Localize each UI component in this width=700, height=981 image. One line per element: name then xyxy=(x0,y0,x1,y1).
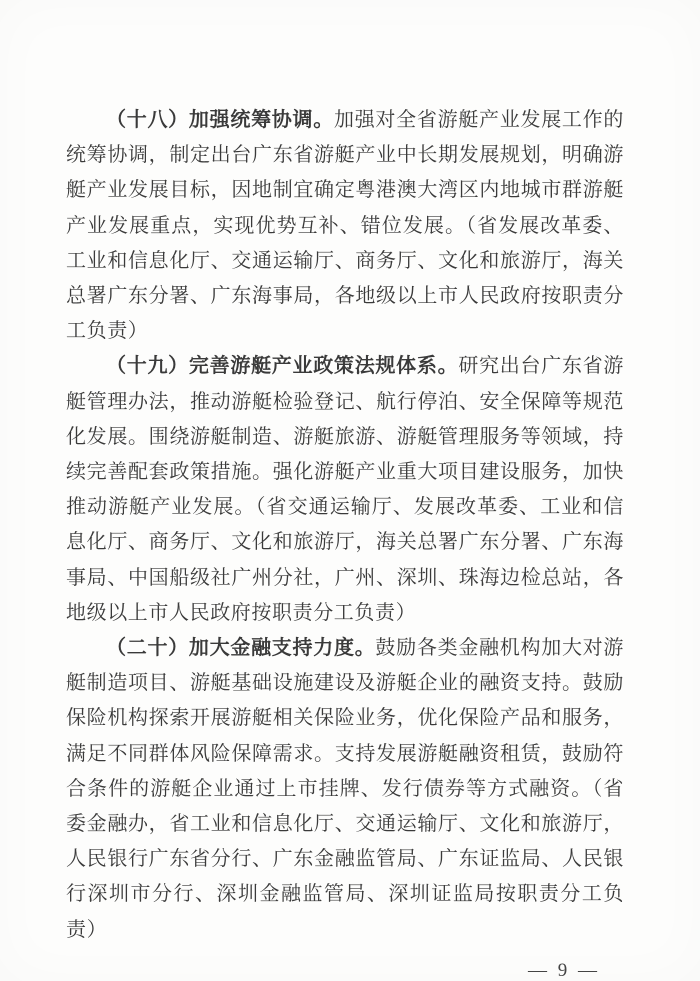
paragraph-18 xyxy=(66,103,624,349)
paragraph-19-heading: （十九）完善游艇产业政策法规体系。 xyxy=(106,355,459,378)
paragraph-19-body: 研究出台广东省游艇管理办法，推动游艇检验登记、航行停泊、安全保障等规范化发展。围绕游艇制造、游艇旅游、游艇管理服务等领域，持续完善配套政策措施。强化游艇产业重大项目建设服务，加快推动游艇产业发展。（省交通运输厅、发展改革委、工业和信息化厅、商务厅、文化和旅游厅，海关总署广东分署、广东海事局、中国船级社广州分社，广州、深圳、珠海边检总站，各地级以上市人民政府按职责分工负责） xyxy=(66,355,624,624)
paragraph-20 xyxy=(66,631,624,948)
paragraph-18-body: 加强对全省游艇产业发展工作的统筹协调，制定出台广东省游艇产业中长期发展规划，明确游艇产业发展目标，因地制宜确定粤港澳大湾区内地城市群游艇产业发展重点，实现优势互补、错位发展。（省发展改革委、工业和信息化厅、交通运输厅、商务厅、文化和旅游厅，海关总署广东分署、广东海事局，各地级以上市人民政府按职责分工负责） xyxy=(66,109,624,343)
page-number: — 9 — xyxy=(528,959,600,981)
paragraph-20-heading: （二十）加大金融支持力度。 xyxy=(106,637,376,660)
paragraph-19 xyxy=(66,349,624,631)
paragraph-18-heading: （十八）加强统筹协调。 xyxy=(106,109,334,131)
paragraph-20-body: 鼓励各类金融机构加大对游艇制造项目、游艇基础设施建设及游艇企业的融资支持。鼓励保险机构探索开展游艇相关保险业务，优化保险产品和服务，满足不同群体风险保障需求。支持发展游艇融资租赁，鼓励符合条件的游艇企业通过上市挂牌、发行债券等方式融资。（省委金融办，省工业和信息化厅、交通运输厅、文化和旅游厅，人民银行广东省分行、广东金融监管局、广东证监局、人民银行深圳市分行、深圳金融监管局、深圳证监局按职责分工负责） xyxy=(66,637,624,941)
